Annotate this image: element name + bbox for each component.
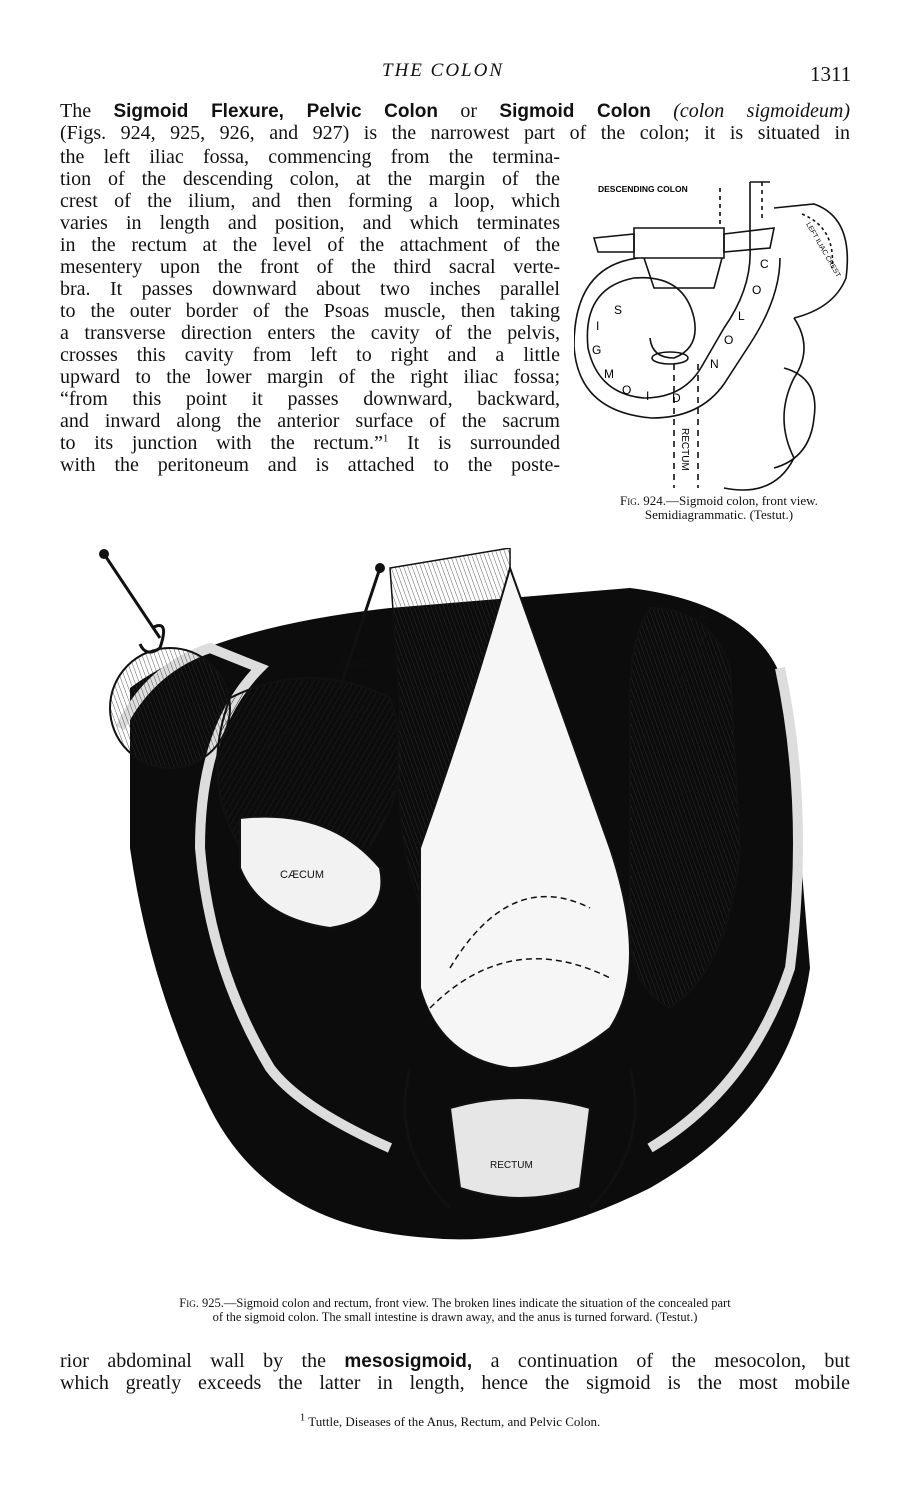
label-sigmoid-letter: S <box>614 303 623 317</box>
paragraph-line <box>60 100 850 122</box>
paragraph-line <box>60 1350 850 1372</box>
label-sigmoid-letter: M <box>604 367 614 381</box>
label-colon-letter: N <box>710 357 719 371</box>
figure-925-illustration <box>90 548 850 1288</box>
paragraph-closing <box>60 1350 850 1394</box>
paragraph-line: crest of the ilium, and then forming a loop, which <box>60 190 560 212</box>
term-sigmoid-flexure: Sigmoid Flexure, Pelvic Colon <box>113 101 438 122</box>
paragraph-line: bra. It passes downward about two inches parallel <box>60 278 560 300</box>
label-small-intestine-2: ESTI <box>340 709 365 721</box>
label-mesentery: SENT <box>340 657 370 669</box>
caecum-coil <box>110 648 230 768</box>
footnote-marker: 1 <box>299 1411 306 1424</box>
text-run: to its junction with the rectum.” <box>60 432 383 454</box>
vertebra-shape <box>634 228 724 258</box>
term-mesosigmoid: mesosigmoid, <box>344 1351 473 1372</box>
sacrum-upper <box>644 258 722 288</box>
caption-text: Semidiagrammatic. (Testut.) <box>644 507 794 522</box>
paragraph-line: and inward along the anterior surface of the sacrum <box>60 410 560 432</box>
label-sigmoid-letter: O <box>622 383 632 397</box>
label-sigmoid-letter: I <box>646 389 650 403</box>
paragraph-line: mesentery upon the front of the third sacral verte- <box>60 256 560 278</box>
running-head <box>0 60 900 90</box>
label-sigmoid-letter: G <box>592 343 602 357</box>
label-left-iliac-crest: LEFT ILIAC CREST <box>804 221 842 279</box>
pubis-outline <box>774 368 815 468</box>
label-colon-letter: C <box>760 257 769 271</box>
running-title: THE COLON <box>382 60 504 81</box>
paragraph-line: crosses this cavity from left to right and a little <box>60 344 560 366</box>
paragraph-line: a transverse direction enters the cavity of the pelvis, <box>60 322 560 344</box>
latin-name: (colon sigmoideum) <box>673 100 850 122</box>
paragraph-line: varies in length and position, and which terminates <box>60 212 560 234</box>
text-run: It is surrounded <box>388 432 560 454</box>
pin-head-left <box>99 549 109 559</box>
label-colon-letter: O <box>724 333 734 347</box>
label-rectum: RECTUM <box>679 428 690 471</box>
paragraph-opening <box>60 100 850 144</box>
label-caecum: CÆCUM <box>280 869 324 881</box>
caption-text: —Sigmoid colon, front view. <box>666 493 818 508</box>
sigmoid-loop-outer <box>587 182 750 398</box>
pelvis-outline <box>724 318 804 490</box>
label-colon: COLON <box>677 668 688 704</box>
vertebra-process-left <box>594 234 634 252</box>
pin-hook-left <box>140 626 164 653</box>
footnote-reference: 1 <box>382 432 389 445</box>
text-run: rior abdominal wall by the <box>60 1350 345 1372</box>
paragraph-line: with the peritoneum and is attached to the poste- <box>60 454 560 476</box>
paragraph-line: “from this point it passes downward, backward, <box>60 388 560 410</box>
caption-text: of the sigmoid colon. The small intestine is drawn away, and the anus is turned forward. (Testut.) <box>212 1310 698 1324</box>
label-sigmoid-letter: I <box>596 319 600 333</box>
term-sigmoid-colon: Sigmoid Colon <box>499 101 651 122</box>
label-colon-letter: O <box>752 283 762 297</box>
label-small-intestine: ALL IN <box>263 723 299 751</box>
text-run: The <box>60 100 114 122</box>
label-sigmoid-letter: D <box>672 391 681 405</box>
figure-924-diagram <box>574 168 864 498</box>
vertebra-process-right <box>724 228 774 252</box>
page-number: 1311 <box>810 62 852 86</box>
text-run: or <box>437 100 500 122</box>
label-colon-letter: L <box>738 309 745 323</box>
paragraph-line: (Figs. 924, 925, 926, and 927) is the narrowest part of the colon; it is situated in <box>60 122 850 144</box>
paragraph-line: which greatly exceeds the latter in length, hence the sigmoid is the most mobile <box>60 1372 850 1394</box>
figure-number: Fig. 924. <box>620 493 667 508</box>
label-descending: DESCEND <box>697 608 708 657</box>
footnote <box>0 1411 900 1430</box>
paragraph-line: to the outer border of the Psoas muscle, then taking <box>60 300 560 322</box>
text-run: a continuation of the mesocolon, but <box>472 1350 850 1372</box>
label-rectum: RECTUM <box>490 1160 533 1171</box>
label-descending-colon: DESCENDING COLON <box>598 184 688 194</box>
paragraph-line: tion of the descending colon, at the margin of the <box>60 168 560 190</box>
pin-left <box>104 554 160 638</box>
figure-925-caption <box>60 1296 850 1324</box>
paragraph-column <box>60 146 560 476</box>
figure-number: Fig. 925. <box>179 1296 224 1310</box>
paragraph-line: the left iliac fossa, commencing from the termina- <box>60 146 560 168</box>
paragraph-line <box>60 432 560 454</box>
caption-text: —Sigmoid colon and rectum, front view. The broken lines indicate the situation of the concealed part <box>223 1296 731 1310</box>
footnote-text: Tuttle, Diseases of the Anus, Rectum, and Pelvic Colon. <box>305 1414 601 1429</box>
paragraph-line: upward to the lower margin of the right iliac fossa; <box>60 366 560 388</box>
figure-924-caption <box>574 494 864 522</box>
paragraph-line: in the rectum at the level of the attachment of the <box>60 234 560 256</box>
rectum-lower <box>450 1098 590 1198</box>
pin-head-right <box>375 563 385 573</box>
